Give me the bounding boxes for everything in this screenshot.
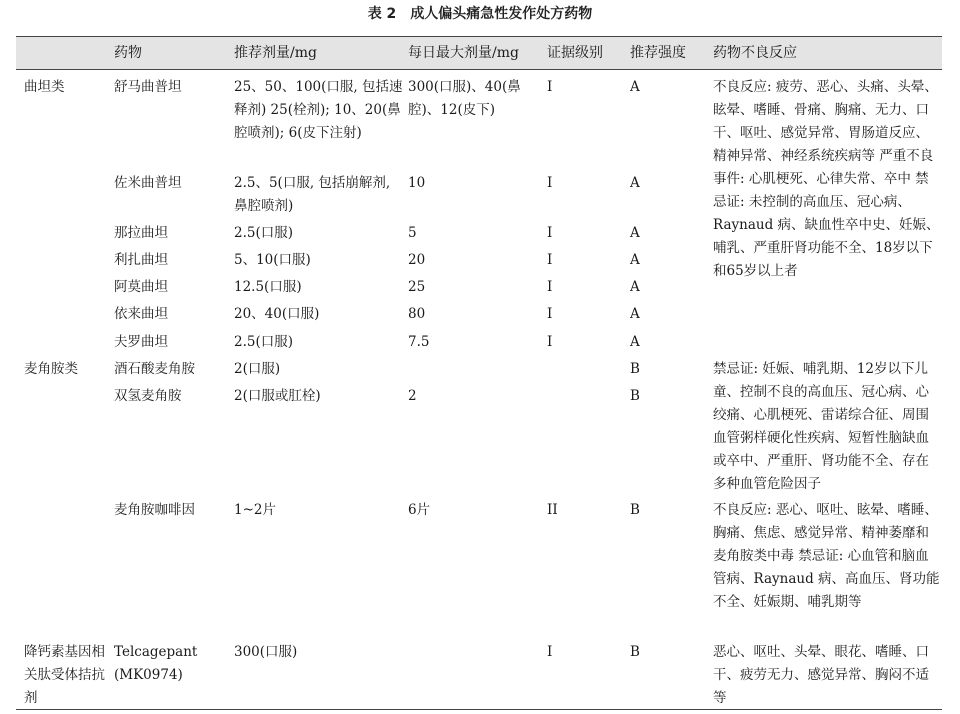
max-sumatriptan: 300(口服)、40(鼻腔)、12(皮下): [408, 79, 521, 118]
max-dihydroergotamine: 2: [408, 388, 417, 404]
drug-ergotamine-tartrate: 酒石酸麦角胺: [114, 361, 195, 377]
adverse-ergots: 禁忌证: 妊娠、哺乳期、12岁以下儿童、控制不良的高血压、冠心病、心绞痛、心肌梗死、雷诺综合征、周围血管粥样硬化性疾病、短暂性脑缺血或卒中、严重肝、肾功能不全、存在多种血管危险因子: [713, 361, 929, 492]
table-caption: [0, 3, 960, 23]
dose-dihydroergotamine: 2(口服或肛栓): [234, 388, 321, 404]
header-evidence-level: 证据级别: [547, 45, 603, 61]
dose-telcagepant: 300(口服): [234, 644, 298, 660]
dose-zolmitriptan: 2.5、5(口服, 包括崩解剂, 鼻腔喷剂): [234, 175, 391, 214]
strength-sumatriptan: A: [630, 79, 640, 95]
drug-ergotamine-caffeine: 麦角胺咖啡因: [114, 502, 195, 518]
drug-rizatriptan: 利扎曲坦: [114, 252, 168, 268]
strength-almotriptan: A: [630, 279, 640, 295]
header-drug: 药物: [114, 45, 142, 61]
strength-ergotamine-tartrate: B: [630, 361, 640, 377]
drug-frovatriptan: 夫罗曲坦: [114, 334, 168, 350]
level-frovatriptan: I: [547, 334, 553, 350]
table-title: 成人偏头痛急性发作处方药物: [410, 6, 593, 22]
dose-sumatriptan: 25、50、100(口服, 包括速释剂) 25(栓剂); 10、20(鼻腔喷剂); 6(皮下注射): [234, 79, 403, 141]
header-max-dose: 每日最大剂量/mg: [408, 45, 519, 61]
group-triptans: 曲坦类: [24, 79, 65, 95]
adverse-telcagepant: 恶心、呕吐、头晕、眼花、嗜睡、口干、疲劳无力、感觉异常、胸闷不适等: [713, 644, 929, 706]
table-header-rule: [16, 69, 942, 70]
drug-dihydroergotamine: 双氢麦角胺: [114, 388, 182, 404]
dose-almotriptan: 12.5(口服): [234, 279, 302, 295]
max-zolmitriptan: 10: [408, 175, 426, 191]
drug-zolmitriptan: 佐米曲普坦: [114, 175, 182, 191]
strength-eletriptan: A: [630, 306, 640, 322]
max-ergotamine-caffeine: 6片: [408, 502, 431, 518]
header-dose: 推荐剂量/mg: [234, 45, 317, 61]
drug-telcagepant: Telcagepant (MK0974): [114, 644, 198, 683]
strength-frovatriptan: A: [630, 334, 640, 350]
table-number: 表 2: [367, 6, 397, 22]
strength-dihydroergotamine: B: [630, 388, 640, 404]
dose-eletriptan: 20、40(口服): [234, 306, 320, 322]
level-rizatriptan: I: [547, 252, 553, 268]
strength-naratriptan: A: [630, 225, 640, 241]
strength-telcagepant: B: [630, 644, 640, 660]
adverse-ergotamine-caffeine: 不良反应: 恶心、呕吐、眩晕、嗜睡、胸痛、焦虑、感觉异常、精神萎靡和麦角胺类中毒 禁忌证: 心血管和脑血管病、Raynaud 病、高血压、肾功能不全、妊娠期、哺乳期等: [713, 502, 940, 610]
drug-almotriptan: 阿莫曲坦: [114, 279, 168, 295]
dose-ergotamine-tartrate: 2(口服): [234, 361, 281, 377]
header-strength: 推荐强度: [630, 45, 686, 61]
level-sumatriptan: I: [547, 79, 553, 95]
max-eletriptan: 80: [408, 306, 426, 322]
drug-sumatriptan: 舒马曲普坦: [114, 79, 182, 95]
strength-rizatriptan: A: [630, 252, 640, 268]
drug-eletriptan: 依来曲坦: [114, 306, 168, 322]
adverse-triptans: 不良反应: 疲劳、恶心、头痛、头晕、眩晕、嗜睡、骨痛、胸痛、无力、口干、呕吐、感觉异常、胃肠道反应、精神异常、神经系统疾病等 严重不良事件: 心肌梗死、心律失常、卒中 禁忌证: 未控制的高血压、冠心病、Raynaud 病、缺血性卒中史、妊娠、哺乳、严重肝肾功能不全、18岁以下和65岁以上者: [713, 79, 940, 279]
max-almotriptan: 25: [408, 279, 426, 295]
header-adverse: 药物不良反应: [713, 45, 797, 61]
dose-ergotamine-caffeine: 1~2片: [234, 502, 276, 518]
dose-naratriptan: 2.5(口服): [234, 225, 294, 241]
group-cgrp: 降钙素基因相关肽受体拮抗剂: [24, 644, 105, 706]
level-ergotamine-caffeine: II: [547, 502, 558, 518]
max-rizatriptan: 20: [408, 252, 426, 268]
level-eletriptan: I: [547, 306, 553, 322]
strength-ergotamine-caffeine: B: [630, 502, 640, 518]
level-telcagepant: I: [547, 644, 553, 660]
dose-frovatriptan: 2.5(口服): [234, 334, 294, 350]
strength-zolmitriptan: A: [630, 175, 640, 191]
level-almotriptan: I: [547, 279, 553, 295]
group-ergots: 麦角胺类: [24, 361, 78, 377]
max-frovatriptan: 7.5: [408, 334, 430, 350]
level-naratriptan: I: [547, 225, 553, 241]
max-naratriptan: 5: [408, 225, 417, 241]
level-zolmitriptan: I: [547, 175, 553, 191]
dose-rizatriptan: 5、10(口服): [234, 252, 311, 268]
drug-naratriptan: 那拉曲坦: [114, 225, 168, 241]
